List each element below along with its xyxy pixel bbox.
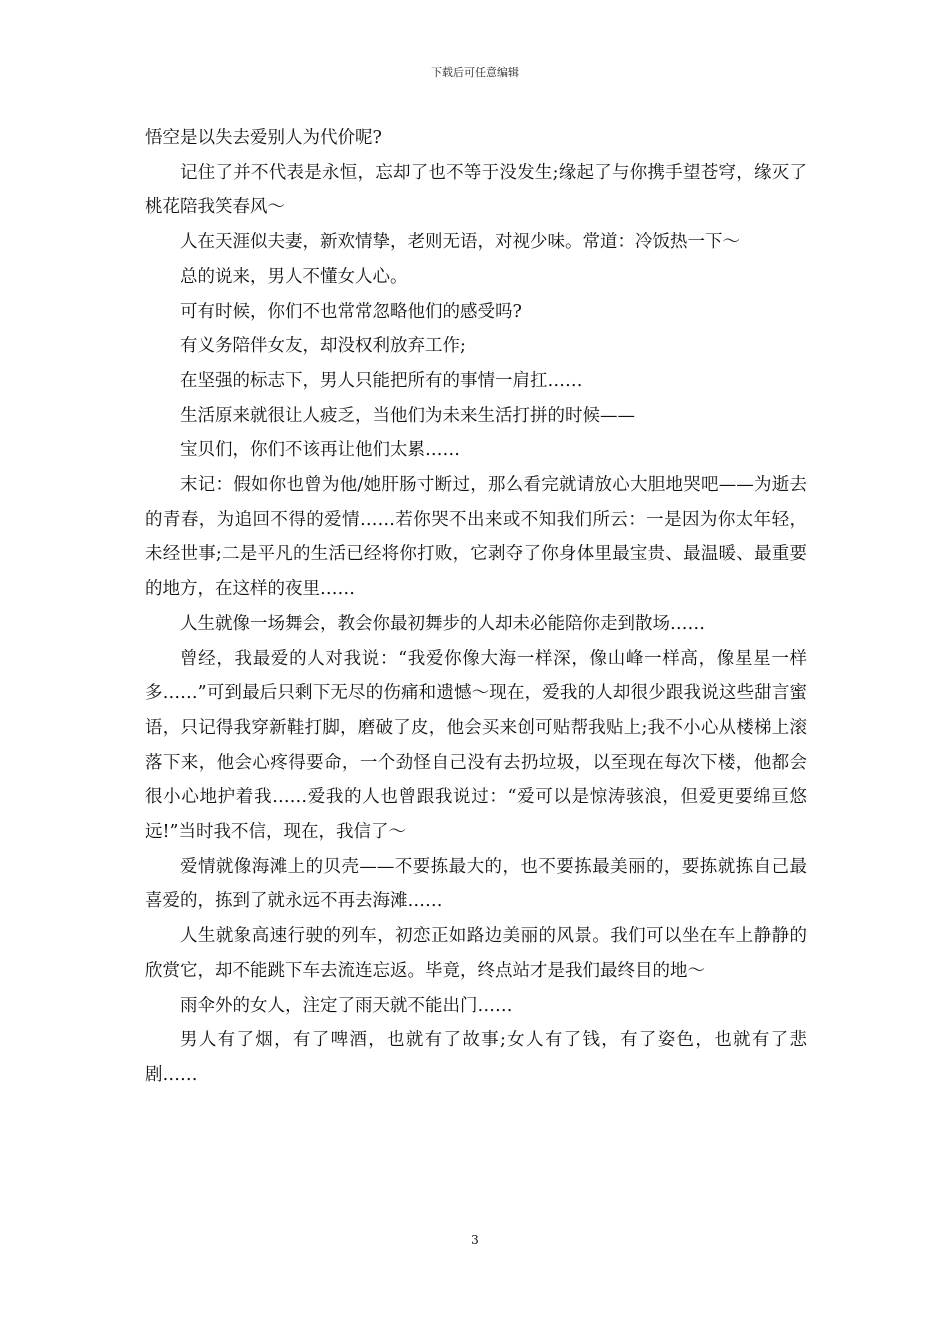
paragraph: 人生就象高速行驶的列车，初恋正如路边美丽的风景。我们可以坐在车上静静的欣赏它，却不能跳下车去流连忘返。毕竟，终点站才是我们最终目的地～ — [145, 926, 807, 981]
paragraph: 记住了并不代表是永恒，忘却了也不等于没发生;缘起了与你携手望苍穹，缘灭了桃花陪我笑春风～ — [145, 162, 807, 218]
paragraph: 可有时候，你们不也常常忽略他们的感受吗? — [180, 301, 522, 322]
paragraph: 总的说来，男人不懂女人心。 — [180, 266, 408, 287]
paragraph: 人在天涯似夫妻，新欢情挚，老则无语，对视少味。常道：冷饭热一下～ — [180, 232, 740, 253]
paragraph: 男人有了烟，有了啤酒，也就有了故事;女人有了钱，有了姿色，也就有了悲剧…… — [145, 1030, 807, 1085]
page-header: 下载后可任意编辑 — [431, 66, 519, 79]
document-body — [145, 121, 807, 1093]
paragraph: 末记：假如你也曾为他/她肝肠寸断过，那么看完就请放心大胆地哭吧——为逝去的青春，为追回不得的爱情……若你哭不出来或不知我们所云：一是因为你太年轻，未经世事;二是平凡的生活已经将你打败，它剥夺了你身体里最宝贵、最温暖、最重要的地方，在这样的夜里…… — [145, 475, 807, 600]
paragraph: 宝贝们，你们不该再让他们太累…… — [180, 440, 460, 461]
paragraph: 在坚强的标志下，男人只能把所有的事情一肩扛…… — [180, 370, 583, 391]
page-number: 3 — [471, 1233, 479, 1247]
paragraph: 爱情就像海滩上的贝壳——不要拣最大的，也不要拣最美丽的，要拣就拣自己最喜爱的，拣到了就永远不再去海滩…… — [145, 856, 807, 912]
paragraph: 生活原来就很让人疲乏，当他们为未来生活打拼的时候—— — [180, 405, 635, 426]
paragraph: 有义务陪伴女友，却没权利放弃工作; — [180, 336, 466, 357]
paragraph: 雨伞外的女人，注定了雨天就不能出门…… — [180, 995, 513, 1016]
paragraph: 曾经，我最爱的人对我说：“我爱你像大海一样深，像山峰一样高，像星星一样多……”可到最后只剩下无尽的伤痛和遗憾～现在，爱我的人却很少跟我说这些甜言蜜语，只记得我穿新鞋打脚，磨破了皮，他会买来创可贴帮我贴上;我不小心从楼梯上滚落下来，他会心疼得要命，一个劲怪自己没有去扔垃圾，以至现在每次下楼，他都会很小心地护着我……爱我的人也曾跟我说过：“爱可以是惊涛骇浪，但爱更要绵亘悠远!”当时我不信，现在，我信了～ — [145, 648, 807, 843]
paragraph: 人生就像一场舞会，教会你最初舞步的人却未必能陪你走到散场…… — [180, 613, 705, 634]
paragraph: 悟空是以失去爱别人为代价呢? — [145, 128, 382, 148]
